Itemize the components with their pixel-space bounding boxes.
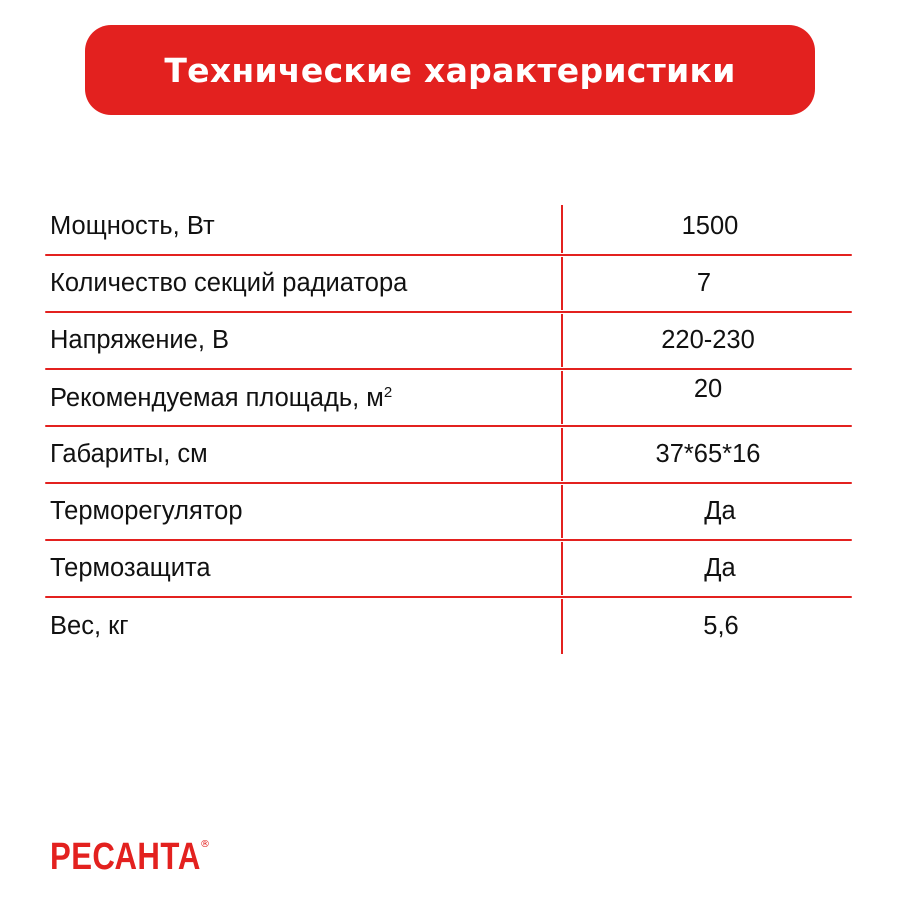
spec-label-power: Мощность, Вт	[50, 212, 215, 240]
spec-value-area: 20	[693, 375, 723, 403]
spec-label-thermostat: Терморегулятор	[50, 497, 243, 525]
spec-value-power: 1500	[681, 212, 739, 240]
column-divider	[561, 371, 563, 424]
column-divider	[561, 205, 563, 253]
spec-label-voltage: Напряжение, В	[50, 326, 230, 354]
row-divider	[45, 368, 852, 370]
spec-value-thermal-protection: Да	[704, 554, 736, 582]
registered-mark: ®	[200, 839, 210, 850]
column-divider	[561, 599, 563, 654]
spec-label-dimensions: Габариты, см	[50, 440, 208, 468]
spec-label-weight: Вес, кг	[50, 612, 129, 640]
spec-value-dimensions: 37*65*16	[655, 440, 761, 468]
column-divider	[561, 428, 563, 481]
spec-value-weight: 5,6	[703, 612, 739, 640]
row-divider	[45, 425, 852, 427]
spec-value-thermostat: Да	[704, 497, 736, 525]
row-divider	[45, 539, 852, 541]
row-divider	[45, 596, 852, 598]
column-divider	[561, 542, 563, 595]
spec-value-voltage: 220-230	[661, 326, 755, 354]
spec-label-sections: Количество секций радиатора	[50, 269, 408, 297]
spec-label-thermal-protection: Термозащита	[50, 554, 211, 582]
row-divider	[45, 482, 852, 484]
column-divider	[561, 314, 563, 367]
column-divider	[561, 257, 563, 310]
page-title: Технические характеристики	[164, 50, 736, 90]
brand-name: РЕСАНТА	[50, 836, 201, 878]
column-divider	[561, 485, 563, 538]
brand-logo	[50, 838, 234, 876]
row-divider	[45, 311, 852, 313]
spec-label-area-sup: 2	[383, 384, 393, 401]
spec-label-area-text: Рекомендуемая площадь, м	[50, 384, 384, 412]
row-divider	[45, 254, 852, 256]
spec-label-area	[50, 386, 392, 412]
spec-value-sections: 7	[696, 269, 712, 297]
